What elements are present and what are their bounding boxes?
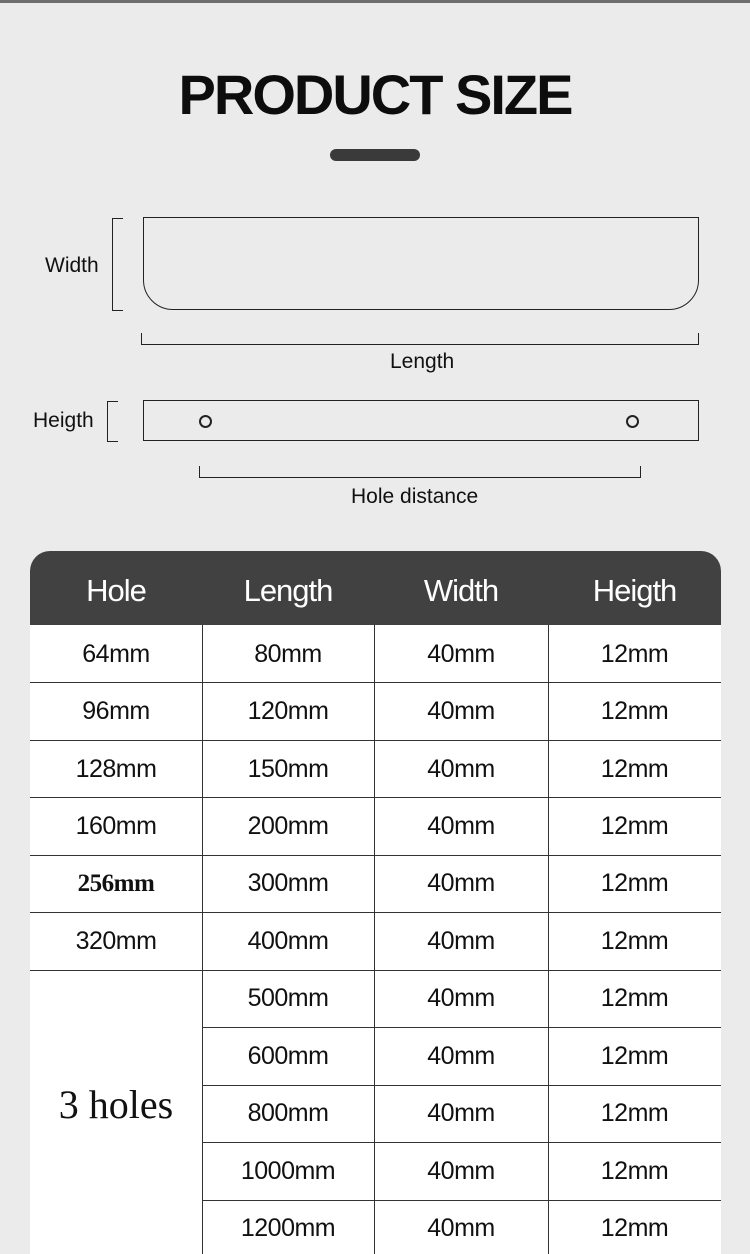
table-header <box>30 551 721 625</box>
width-bracket <box>112 218 123 311</box>
cell-height: 12mm <box>600 755 669 783</box>
header-height: Heigth <box>592 573 677 608</box>
row-divider <box>30 855 721 856</box>
cell-width: 40mm <box>427 1042 495 1070</box>
cell-hole: 160mm <box>75 812 157 840</box>
cell-width: 40mm <box>427 640 495 668</box>
cell-length: 80mm <box>254 640 322 668</box>
row-divider <box>30 970 721 971</box>
cell-hole: 320mm <box>75 927 157 955</box>
height-bracket <box>107 401 118 442</box>
row-divider <box>30 740 721 741</box>
cell-width: 40mm <box>427 812 495 840</box>
row-divider <box>202 1085 721 1086</box>
cell-length: 300mm <box>247 869 329 897</box>
cell-length: 600mm <box>247 1042 329 1070</box>
row-divider <box>30 797 721 798</box>
cell-hole: 128mm <box>75 755 157 783</box>
cell-hole: 256mm <box>77 870 155 897</box>
cell-height: 12mm <box>600 869 669 897</box>
cell-width: 40mm <box>427 755 495 783</box>
size-table <box>30 551 721 1254</box>
cell-width: 40mm <box>427 1214 495 1242</box>
cell-width: 40mm <box>427 984 495 1012</box>
cell-width: 40mm <box>427 697 495 725</box>
cell-length: 120mm <box>247 697 329 725</box>
merged-hole-cell: 3 holes <box>58 1082 174 1127</box>
row-divider <box>202 1200 721 1201</box>
cell-length: 200mm <box>247 812 329 840</box>
cell-hole: 64mm <box>82 640 150 668</box>
row-divider <box>30 912 721 913</box>
cell-width: 40mm <box>427 1157 495 1185</box>
cell-height: 12mm <box>600 697 669 725</box>
cell-height: 12mm <box>600 1099 669 1127</box>
title-underline-bar <box>330 149 420 161</box>
cell-height: 12mm <box>600 1214 669 1242</box>
handle-top-view <box>143 217 699 310</box>
cell-length: 1200mm <box>240 1214 336 1242</box>
hole-distance-label: Hole distance <box>351 485 479 508</box>
column-divider <box>548 625 549 1254</box>
left-hole-icon <box>199 415 212 428</box>
row-divider <box>30 682 721 683</box>
cell-length: 1000mm <box>240 1157 336 1185</box>
cell-height: 12mm <box>600 640 669 668</box>
height-label: Heigth <box>33 409 94 432</box>
handle-side-view <box>143 400 699 441</box>
column-divider <box>202 625 203 1254</box>
header-hole: Hole <box>86 573 146 608</box>
cell-length: 500mm <box>247 984 329 1012</box>
length-bracket <box>141 333 699 345</box>
cell-width: 40mm <box>427 1099 495 1127</box>
cell-length: 800mm <box>247 1099 329 1127</box>
cell-hole: 96mm <box>82 697 150 725</box>
cell-width: 40mm <box>427 869 495 897</box>
cell-height: 12mm <box>600 984 669 1012</box>
cell-height: 12mm <box>600 927 669 955</box>
cell-length: 150mm <box>247 755 329 783</box>
cell-length: 400mm <box>247 927 329 955</box>
header-width: Width <box>423 573 499 608</box>
page-title: PRODUCT SIZE <box>178 63 572 126</box>
hole-distance-bracket <box>199 466 641 478</box>
row-divider <box>202 1027 721 1028</box>
right-hole-icon <box>626 415 639 428</box>
length-label: Length <box>390 350 455 373</box>
cell-height: 12mm <box>600 1157 669 1185</box>
header-length: Length <box>243 573 333 608</box>
row-divider <box>202 1142 721 1143</box>
cell-height: 12mm <box>600 812 669 840</box>
width-label: Width <box>45 254 99 277</box>
cell-height: 12mm <box>600 1042 669 1070</box>
column-divider <box>374 625 375 1254</box>
top-border-strip <box>0 0 750 3</box>
cell-width: 40mm <box>427 927 495 955</box>
